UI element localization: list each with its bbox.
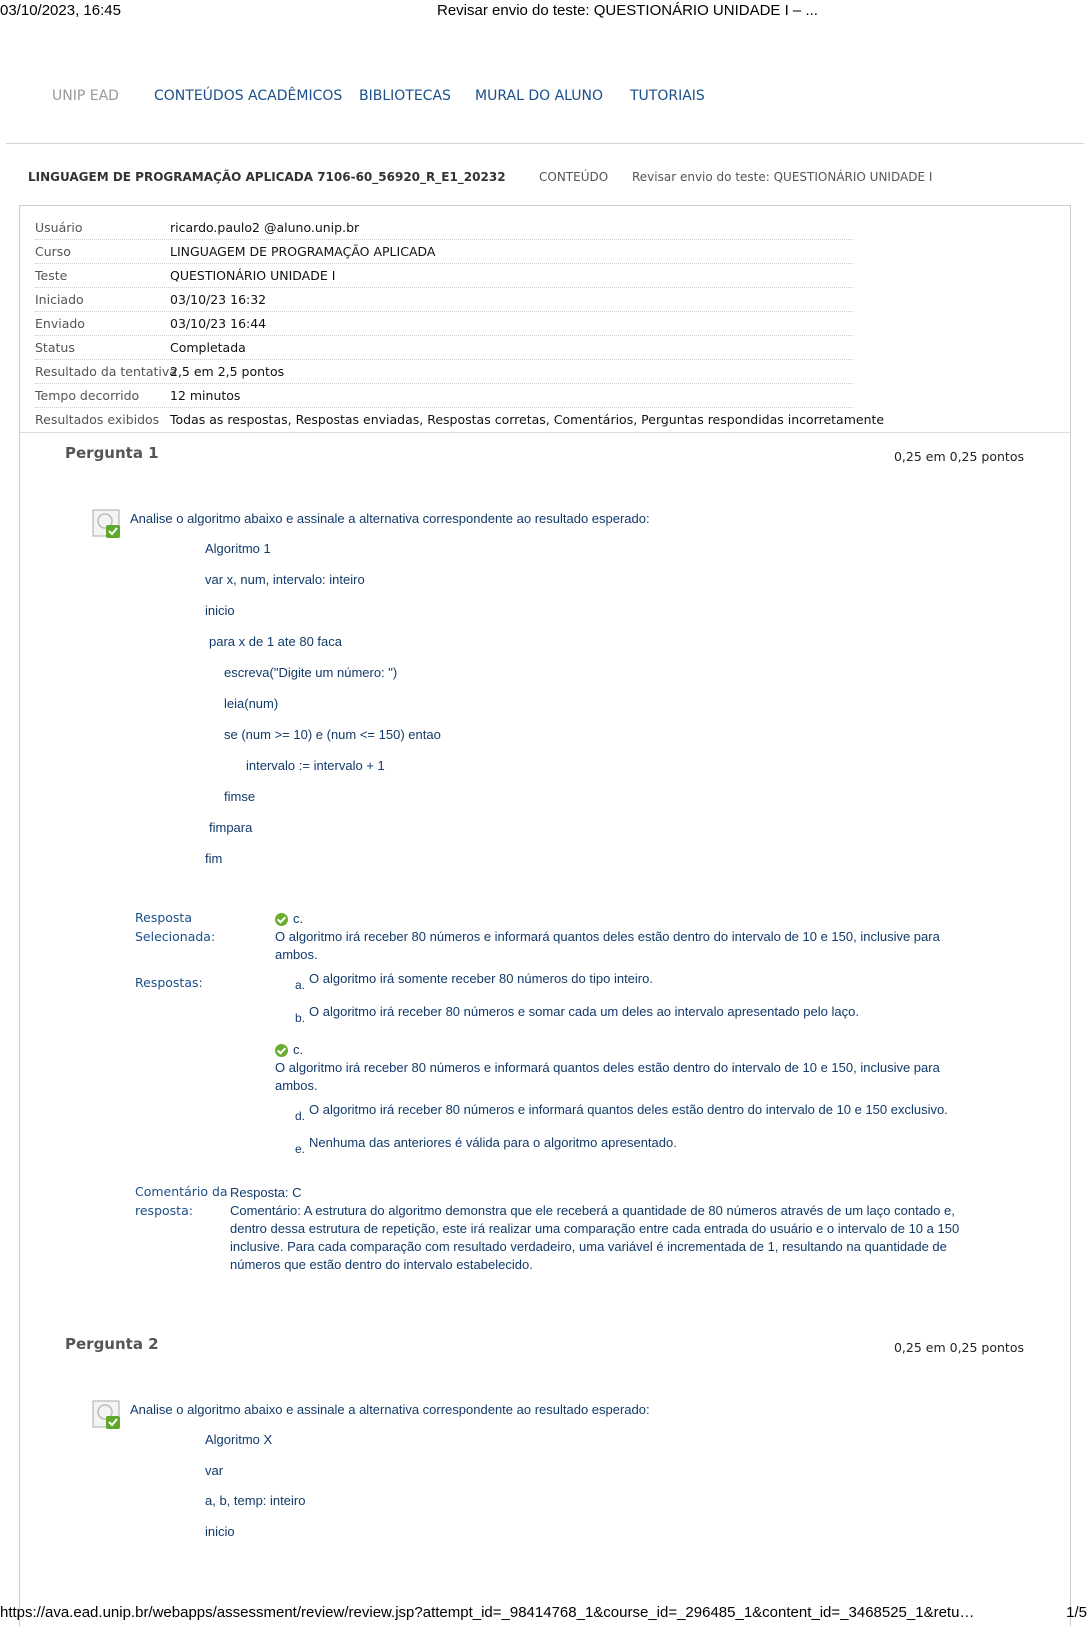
code-line: intervalo := intervalo + 1 (246, 758, 385, 773)
option-letter: a. (295, 978, 306, 992)
check-icon (275, 1044, 288, 1057)
print-page-number: 1/5 (1066, 1604, 1087, 1621)
code-line: fimpara (209, 820, 253, 835)
question-1-points: 0,25 em 0,25 pontos (893, 449, 1024, 464)
info-row (35, 384, 853, 408)
selected-answer-letter: c. (293, 911, 304, 926)
code-line: escreva("Digite um número: ") (224, 665, 398, 680)
selected-answer-label: Resposta Selecionada: (135, 910, 216, 944)
code-line: leia(num) (224, 696, 279, 711)
info-row (35, 216, 853, 240)
code-line: Algoritmo X (205, 1432, 273, 1447)
answer-option-b (295, 1004, 859, 1025)
option-text: O algoritmo irá somente receber 80 números do tipo inteiro. (309, 971, 653, 986)
question-1-prompt: Analise o algoritmo abaixo e assinale a alternativa correspondente ao resultado esperado: (130, 511, 650, 526)
option-text: O algoritmo irá receber 80 números e informará quantos deles estão dentro do intervalo de 10 e 150 exclusivo. (309, 1102, 948, 1117)
info-value: Completada (170, 340, 246, 355)
code-line: a, b, temp: inteiro (205, 1493, 306, 1508)
info-key: Teste (35, 268, 68, 283)
info-row (35, 288, 853, 312)
option-letter: c. (293, 1042, 304, 1057)
content-frame (19, 205, 1071, 1626)
code-line: fim (205, 851, 223, 866)
nav-brand[interactable]: UNIP EAD (52, 88, 119, 104)
comment-text: Comentário: A estrutura do algoritmo demonstra que ele receberá a quantidade de 80 números através de um laço contado e, dentro dessa estrutura de repetição, este irá realizar uma comparação entre cada entrada do usuário e o intervalo de 10 a 150 inclusive. Para cada comparação com resultado verdadeiro, uma variável é incrementada de 1, resultando na quantidade de números que estão dentro do intervalo estabelecido. (230, 1203, 960, 1272)
print-url: https://ava.ead.unip.br/webapps/assessment/review/review.jsp?attempt_id=_98414768_1&course_id=_296485_1&content_id=_3468525_1&retu… (0, 1604, 975, 1621)
info-key: Curso (35, 244, 71, 259)
selected-answer (275, 910, 975, 964)
option-letter: e. (295, 1142, 306, 1156)
code-line: fimse (224, 789, 256, 804)
info-row (35, 360, 853, 384)
info-row (35, 312, 853, 336)
comment-label: Comentário da resposta: (135, 1184, 228, 1218)
breadcrumb-page: Revisar envio do teste: QUESTIONÁRIO UNIDADE I (632, 170, 933, 184)
info-value: 03/10/23 16:32 (170, 292, 267, 307)
nav-item-tutoriais[interactable]: TUTORIAIS (630, 88, 705, 104)
nav-item-conteudos[interactable]: CONTEÚDOS ACADÊMICOS (154, 88, 343, 104)
info-key: Status (35, 340, 75, 355)
info-row (35, 240, 853, 264)
code-line: var x, num, intervalo: inteiro (205, 572, 365, 587)
correct-answer-icon (92, 509, 122, 539)
answer-option-c (275, 1041, 975, 1095)
option-text: O algoritmo irá receber 80 números e somar cada um deles ao intervalo apresentado pelo laço. (309, 1004, 859, 1019)
code-line: var (205, 1463, 224, 1478)
info-key: Resultados exibidos (35, 412, 160, 427)
info-value: ricardo.paulo2 @aluno.unip.br (170, 220, 360, 235)
info-value: 12 minutos (170, 388, 241, 403)
answers-label: Respostas: (135, 975, 203, 990)
answer-option-e (295, 1135, 677, 1156)
info-row (35, 264, 853, 288)
info-value: QUESTIONÁRIO UNIDADE I (170, 268, 336, 283)
info-value: 2,5 em 2,5 pontos (170, 364, 285, 379)
option-text: Nenhuma das anteriores é válida para o algoritmo apresentado. (309, 1135, 677, 1150)
print-title: Revisar envio do teste: QUESTIONÁRIO UNIDADE I – ... (437, 2, 818, 19)
code-line: inicio (205, 1524, 235, 1539)
answer-comment (230, 1184, 975, 1274)
question-2-title: Pergunta 2 (65, 1335, 159, 1353)
selected-answer-text: O algoritmo irá receber 80 números e informará quantos deles estão dentro do intervalo de 10 e 150, inclusive para ambos. (275, 929, 940, 962)
info-key: Resultado da tentativa (35, 364, 177, 379)
code-line: se (num >= 10) e (num <= 150) entao (224, 727, 441, 742)
print-footer (0, 1602, 1087, 1624)
info-key: Usuário (35, 220, 83, 235)
code-line: inicio (205, 603, 235, 618)
nav-item-mural[interactable]: MURAL DO ALUNO (475, 88, 603, 104)
breadcrumb-course[interactable]: LINGUAGEM DE PROGRAMAÇÃO APLICADA 7106-60_56920_R_E1_20232 (28, 170, 506, 184)
info-key: Iniciado (35, 292, 84, 307)
attempt-info-table (35, 216, 885, 431)
info-value: LINGUAGEM DE PROGRAMAÇÃO APLICADA (170, 244, 436, 259)
question-2-points: 0,25 em 0,25 pontos (893, 1340, 1024, 1355)
info-row (35, 408, 885, 431)
info-key: Tempo decorrido (35, 388, 140, 403)
code-line: para x de 1 ate 80 faca (209, 634, 342, 649)
nav-item-bibliotecas[interactable]: BIBLIOTECAS (359, 88, 451, 104)
info-divider (20, 432, 1070, 433)
option-text: O algoritmo irá receber 80 números e informará quantos deles estão dentro do intervalo de 10 e 150, inclusive para ambos. (275, 1060, 940, 1093)
option-letter: d. (295, 1109, 306, 1123)
comment-answer: Resposta: C (230, 1185, 302, 1200)
print-header (0, 0, 1087, 22)
check-icon (275, 913, 288, 926)
breadcrumb-section[interactable]: CONTEÚDO (539, 170, 609, 184)
nav-divider (6, 143, 1084, 144)
question-1-title: Pergunta 1 (65, 444, 159, 462)
code-line: Algoritmo 1 (205, 541, 271, 556)
info-value: Todas as respostas, Respostas enviadas, Respostas corretas, Comentários, Perguntas respondidas incorretamente (170, 412, 885, 427)
print-date: 03/10/2023, 16:45 (0, 2, 121, 19)
question-2-prompt: Analise o algoritmo abaixo e assinale a alternativa correspondente ao resultado esperado: (130, 1402, 650, 1417)
option-letter: b. (295, 1011, 306, 1025)
answer-option-a (295, 971, 653, 992)
info-key: Enviado (35, 316, 85, 331)
info-row (35, 336, 853, 360)
correct-answer-icon (92, 1400, 122, 1430)
info-value: 03/10/23 16:44 (170, 316, 267, 331)
answer-option-d (295, 1102, 948, 1123)
